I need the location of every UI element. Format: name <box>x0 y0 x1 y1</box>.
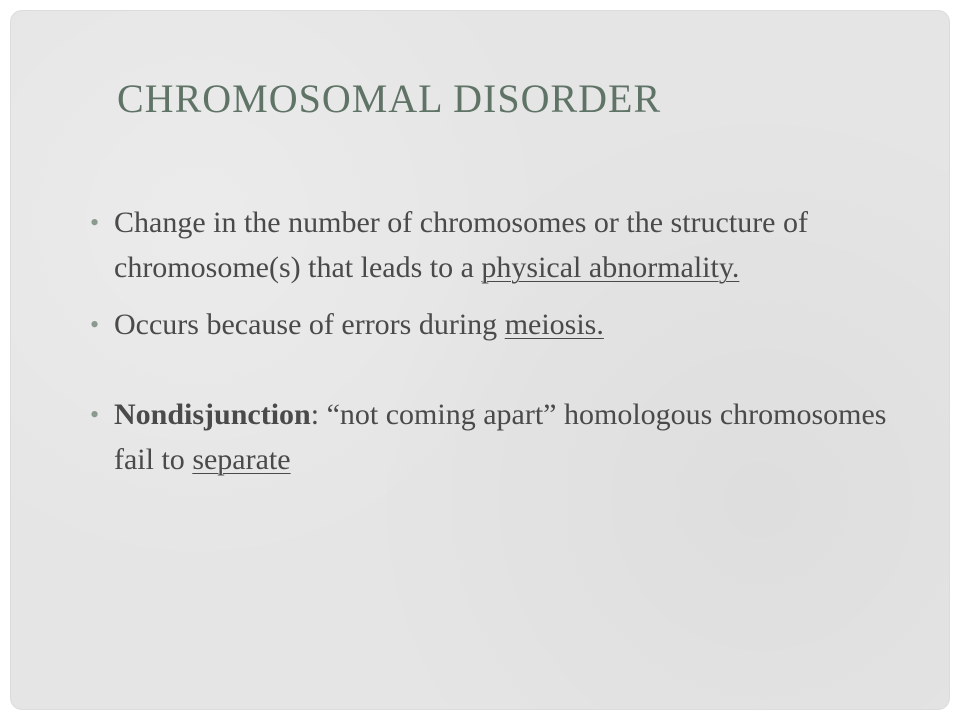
bullet-item-nondisjunction <box>88 392 908 482</box>
slide-title: CHROMOSOMAL DISORDER <box>117 76 662 121</box>
bullet-list <box>88 200 908 482</box>
slide <box>10 10 950 710</box>
underlined-term: separate <box>192 443 291 476</box>
bullet-item-cause <box>88 302 908 347</box>
bullet-dot-icon: • <box>90 310 100 339</box>
bullet-text: Change in the number of chromosomes or the structure of chromosome(s) that leads to a <box>114 206 808 284</box>
bullet-dot-icon: • <box>90 400 100 429</box>
underlined-term: physical abnormality. <box>481 251 740 284</box>
underlined-term: meiosis. <box>504 308 604 341</box>
bullet-dot-icon: • <box>90 208 100 237</box>
bullet-text: Occurs because of errors during <box>114 308 505 341</box>
bold-term: Nondisjunction <box>114 398 311 431</box>
bullet-item-definition <box>88 200 908 290</box>
term-colon: : <box>310 398 320 431</box>
bullet-text: “not coming apart” homologous chromosomes fail to <box>114 398 887 476</box>
